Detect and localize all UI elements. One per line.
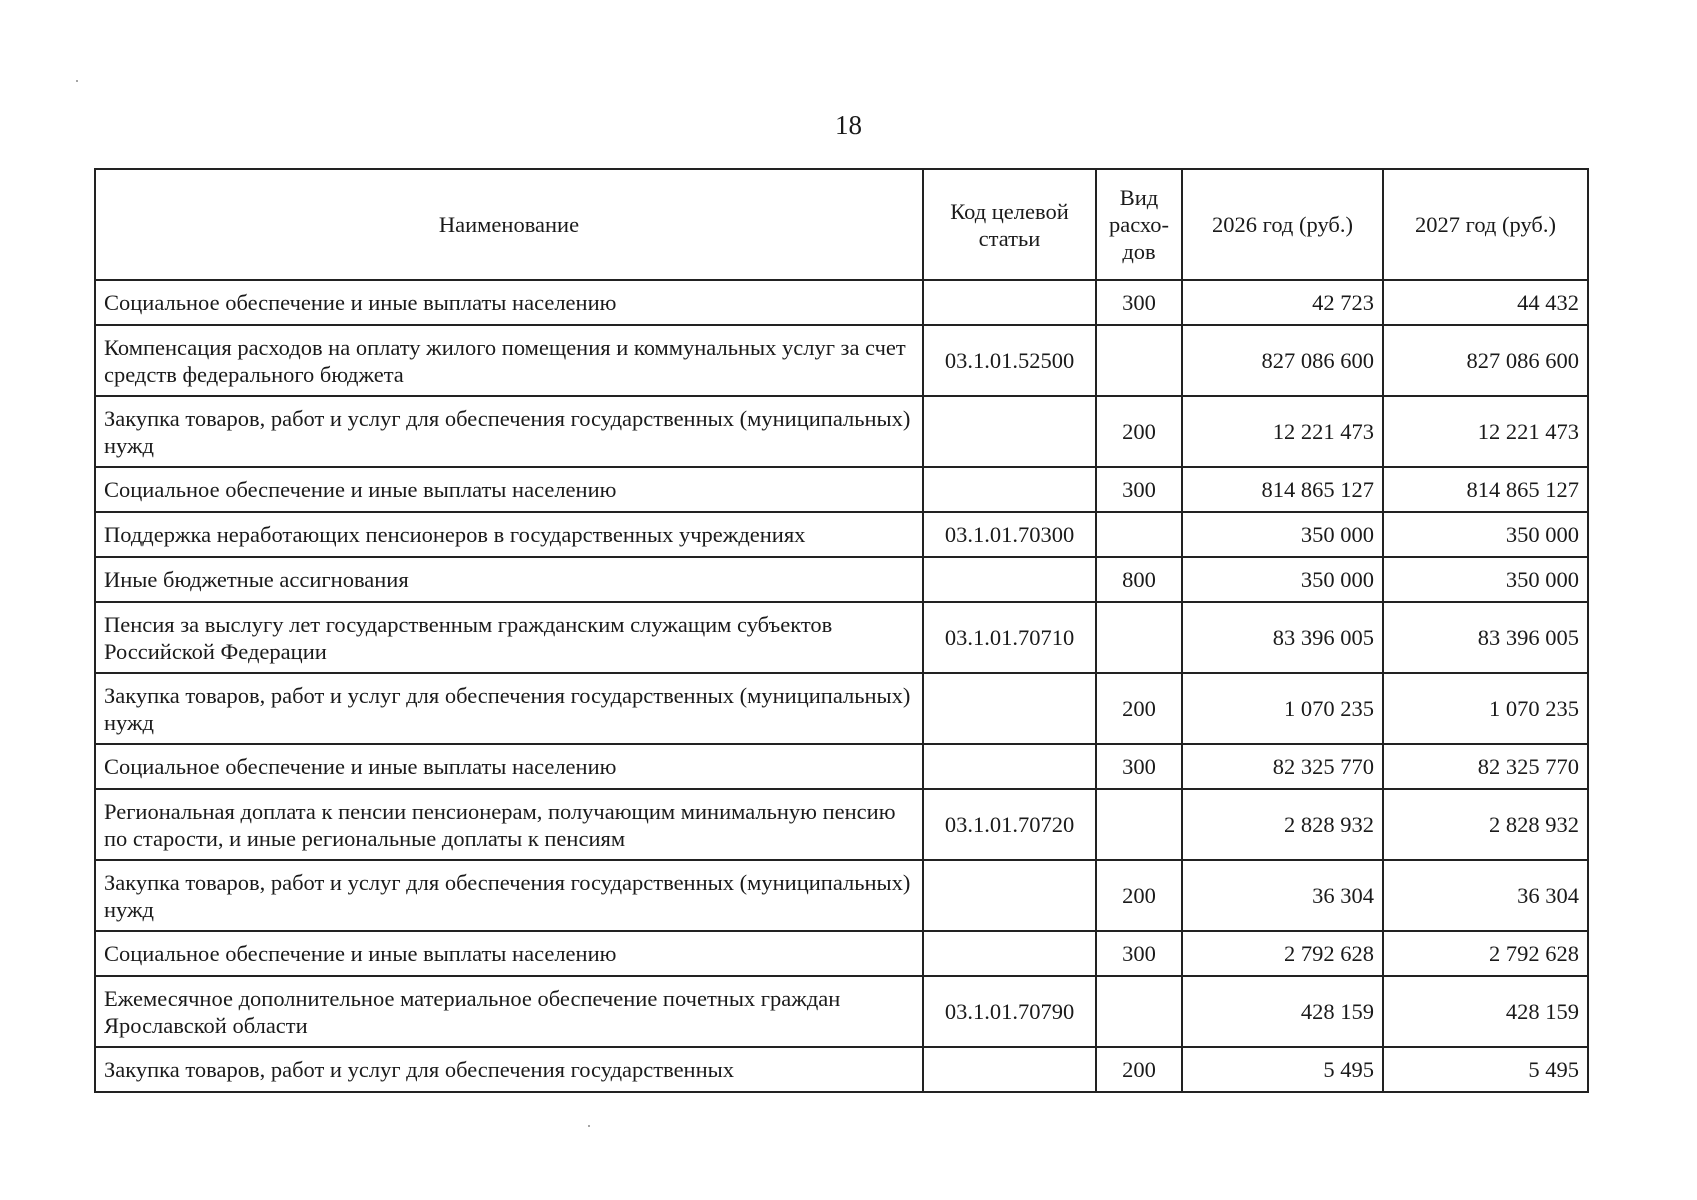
cell-2027: 350 000: [1383, 512, 1588, 557]
cell-2026: 5 495: [1182, 1047, 1383, 1092]
cell-2027: 5 495: [1383, 1047, 1588, 1092]
cell-code: [923, 396, 1096, 467]
table-row: [95, 325, 1588, 396]
header-year-2027: 2027 год (руб.): [1383, 169, 1588, 280]
cell-2026: 12 221 473: [1182, 396, 1383, 467]
cell-type: 200: [1096, 396, 1182, 467]
cell-name: Иные бюджетные ассигнования: [95, 557, 923, 602]
cell-2027: 83 396 005: [1383, 602, 1588, 673]
cell-type: [1096, 512, 1182, 557]
cell-2026: 82 325 770: [1182, 744, 1383, 789]
cell-code: [923, 557, 1096, 602]
cell-2026: 428 159: [1182, 976, 1383, 1047]
cell-2027: 44 432: [1383, 280, 1588, 325]
cell-name: Социальное обеспечение и иные выплаты населению: [95, 467, 923, 512]
cell-type: 300: [1096, 744, 1182, 789]
cell-type: 200: [1096, 860, 1182, 931]
cell-2026: 350 000: [1182, 512, 1383, 557]
cell-2027: 827 086 600: [1383, 325, 1588, 396]
cell-name: Закупка товаров, работ и услуг для обеспечения государственных (муниципальных) нужд: [95, 673, 923, 744]
cell-name: Компенсация расходов на оплату жилого помещения и коммунальных услуг за счет средств федерального бюджета: [95, 325, 923, 396]
cell-type: 200: [1096, 673, 1182, 744]
cell-code: [923, 280, 1096, 325]
header-code: Код целевой статьи: [923, 169, 1096, 280]
cell-name: Закупка товаров, работ и услуг для обеспечения государственных (муниципальных) нужд: [95, 860, 923, 931]
table-row: [95, 931, 1588, 976]
cell-type: [1096, 976, 1182, 1047]
table-row: [95, 976, 1588, 1047]
cell-2027: 2 828 932: [1383, 789, 1588, 860]
cell-type: 300: [1096, 931, 1182, 976]
cell-2027: 350 000: [1383, 557, 1588, 602]
table-row: [95, 557, 1588, 602]
cell-name: Социальное обеспечение и иные выплаты населению: [95, 280, 923, 325]
cell-name: Региональная доплата к пенсии пенсионерам, получающим минимальную пенсию по старости, и иные региональные доплаты к пенсиям: [95, 789, 923, 860]
cell-code: [923, 1047, 1096, 1092]
cell-code: [923, 931, 1096, 976]
cell-2026: 42 723: [1182, 280, 1383, 325]
cell-name: Закупка товаров, работ и услуг для обеспечения государственных (муниципальных) нужд: [95, 396, 923, 467]
cell-2026: 827 086 600: [1182, 325, 1383, 396]
cell-2027: 428 159: [1383, 976, 1588, 1047]
cell-name: Поддержка неработающих пенсионеров в государственных учреждениях: [95, 512, 923, 557]
cell-code: [923, 860, 1096, 931]
budget-table: [94, 168, 1589, 1093]
cell-code: 03.1.01.70300: [923, 512, 1096, 557]
page-number: 18: [835, 110, 862, 140]
scan-speck: [588, 1125, 590, 1127]
cell-type: [1096, 602, 1182, 673]
cell-type: 300: [1096, 280, 1182, 325]
cell-2027: 2 792 628: [1383, 931, 1588, 976]
cell-type: 200: [1096, 1047, 1182, 1092]
cell-code: [923, 673, 1096, 744]
cell-2027: 82 325 770: [1383, 744, 1588, 789]
table-row: [95, 789, 1588, 860]
cell-2027: 1 070 235: [1383, 673, 1588, 744]
cell-type: [1096, 789, 1182, 860]
header-type: Вид расхо-дов: [1096, 169, 1182, 280]
cell-2026: 36 304: [1182, 860, 1383, 931]
cell-2027: 814 865 127: [1383, 467, 1588, 512]
cell-2027: 36 304: [1383, 860, 1588, 931]
cell-code: 03.1.01.70720: [923, 789, 1096, 860]
cell-2026: 814 865 127: [1182, 467, 1383, 512]
cell-code: 03.1.01.52500: [923, 325, 1096, 396]
table-row: [95, 512, 1588, 557]
cell-2026: 1 070 235: [1182, 673, 1383, 744]
cell-name: Социальное обеспечение и иные выплаты населению: [95, 931, 923, 976]
cell-2026: 2 828 932: [1182, 789, 1383, 860]
table-row: [95, 602, 1588, 673]
cell-2026: 2 792 628: [1182, 931, 1383, 976]
cell-2026: 350 000: [1182, 557, 1383, 602]
cell-name: Социальное обеспечение и иные выплаты населению: [95, 744, 923, 789]
cell-code: [923, 467, 1096, 512]
cell-name: Ежемесячное дополнительное материальное обеспечение почетных граждан Ярославской области: [95, 976, 923, 1047]
table-row: [95, 467, 1588, 512]
cell-name: Закупка товаров, работ и услуг для обеспечения государственных: [95, 1047, 923, 1092]
table-row: [95, 673, 1588, 744]
table-header-row: [95, 169, 1588, 280]
table-row: [95, 396, 1588, 467]
table-row: [95, 280, 1588, 325]
header-year-2026: 2026 год (руб.): [1182, 169, 1383, 280]
cell-type: 300: [1096, 467, 1182, 512]
cell-name: Пенсия за выслугу лет государственным гражданским служащим субъектов Российской Федерации: [95, 602, 923, 673]
cell-type: 800: [1096, 557, 1182, 602]
cell-code: 03.1.01.70790: [923, 976, 1096, 1047]
table-row: [95, 744, 1588, 789]
scan-speck: [76, 80, 78, 82]
cell-code: [923, 744, 1096, 789]
cell-code: 03.1.01.70710: [923, 602, 1096, 673]
header-name: Наименование: [95, 169, 923, 280]
cell-2026: 83 396 005: [1182, 602, 1383, 673]
table-row: [95, 860, 1588, 931]
table-row: [95, 1047, 1588, 1092]
cell-type: [1096, 325, 1182, 396]
cell-2027: 12 221 473: [1383, 396, 1588, 467]
